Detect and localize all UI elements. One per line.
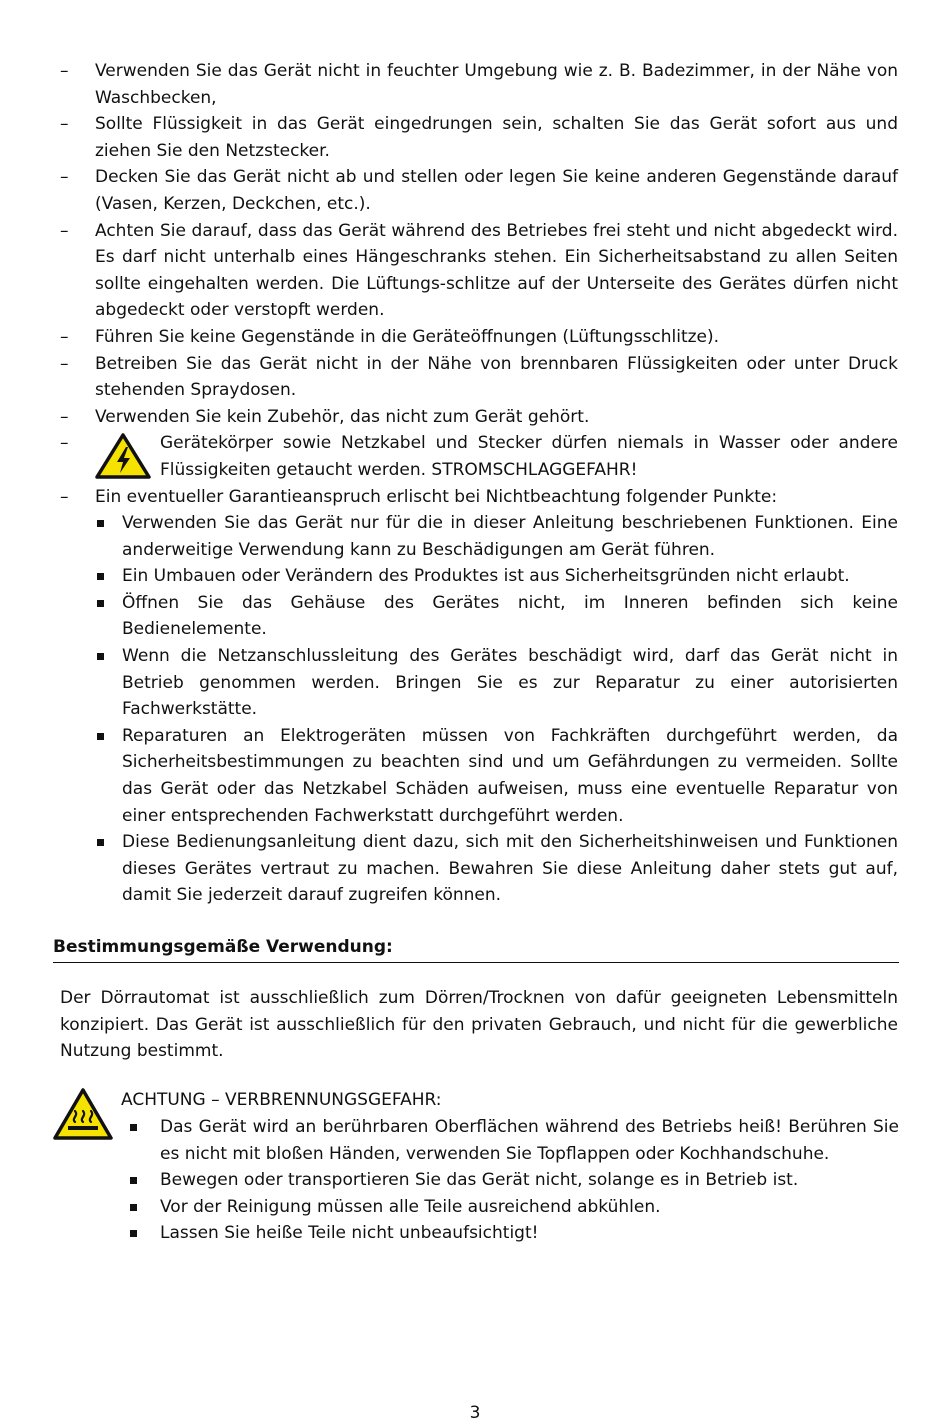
list-item — [121, 1194, 899, 1221]
list-item-text: Verwenden Sie das Gerät nicht in feuchter Umgebung wie z. B. Badezimmer, in der Nähe von Waschbecken, — [95, 61, 898, 108]
list-item-text: Betreiben Sie das Gerät nicht in der Nähe von brennbaren Flüssigkeiten oder unter Druck stehenden Spraydosen. — [95, 353, 898, 401]
burn-warning-list — [121, 1114, 899, 1247]
list-item — [95, 510, 898, 563]
electric-warning-item — [60, 430, 898, 483]
dash-bullet: – — [60, 353, 69, 374]
list-item-text: Lassen Sie heiße Teile nicht unbeaufsichtigt! — [160, 1223, 539, 1244]
dash-bullet: – — [60, 61, 69, 81]
dash-bullet: – — [60, 167, 69, 188]
warranty-item — [60, 484, 898, 910]
list-item — [60, 351, 898, 404]
list-item-text: Sollte Flüssigkeit in das Gerät eingedrungen sein, schalten Sie das Gerät sofort aus und ziehen Sie den Netzstecker. — [95, 114, 898, 161]
square-bullet — [97, 653, 104, 660]
list-item-text: Wenn die Netzanschlussleitung des Gerätes beschädigt wird, darf das Gerät nicht in Betrieb genommen werden. Bringen Sie es zur Reparatur zu einer autorisierten Fachwerkstätte. — [122, 646, 898, 720]
dash-bullet: – — [60, 486, 69, 507]
list-item — [121, 1220, 899, 1247]
list-item-text: Verwenden Sie kein Zubehör, das nicht zum Gerät gehört. — [95, 406, 590, 427]
warranty-conditions-list — [95, 510, 898, 909]
list-item — [95, 563, 898, 590]
electric-shock-warning-icon — [95, 433, 151, 479]
square-bullet — [97, 520, 104, 527]
list-item — [60, 218, 898, 324]
list-item-text: Bewegen oder transportieren Sie das Gerät nicht, solange es in Betrieb ist. — [160, 1170, 799, 1191]
burn-warning-title: ACHTUNG – VERBRENNUNGSGEFAHR: — [121, 1090, 442, 1110]
list-item — [60, 58, 898, 111]
square-bullet — [97, 573, 104, 580]
list-item — [60, 404, 898, 431]
safety-instructions-list — [60, 58, 898, 909]
list-item-text: Vor der Reinigung müssen alle Teile ausreichend abkühlen. — [160, 1196, 661, 1217]
list-item — [95, 829, 898, 909]
list-item — [60, 164, 898, 217]
list-item — [60, 111, 898, 164]
list-item-text: Reparaturen an Elektrogeräten müssen von Fachkräften durchgeführt werden, da Sicherheitsbestimmungen zu beachten sind und um Gefährdungen zu vermeiden. Sollte das Gerät oder das Netzkabel Schäden aufweisen, muss eine eventuelle Reparatur von einer entsprechenden Fachwerkstatt durchgeführt werden. — [122, 725, 898, 826]
square-bullet — [97, 839, 104, 846]
square-bullet — [97, 600, 104, 607]
electric-warning-text: Gerätekörper sowie Netzkabel und Stecker dürfen niemals in Wasser oder andere Flüssigkeiten getaucht werden. STROMSCHLAGGEFAHR! — [160, 433, 898, 480]
list-item — [121, 1167, 899, 1194]
square-bullet — [130, 1177, 137, 1184]
square-bullet — [130, 1204, 137, 1211]
dash-bullet: – — [60, 326, 69, 347]
square-bullet — [130, 1124, 137, 1131]
list-item — [95, 643, 898, 723]
dash-bullet: – — [60, 433, 69, 454]
hot-surface-warning-icon — [53, 1088, 113, 1140]
usage-paragraph: Der Dörrautomat ist ausschließlich zum Dörren/Trocknen von dafür geeigneten Lebensmitteln konzipiert. Das Gerät ist ausschließlich für den privaten Gebrauch, und nicht für die gewerbliche Nutzung bestimmt. — [60, 988, 898, 1062]
list-item-text: Achten Sie darauf, dass das Gerät während des Betriebes frei steht und nicht abgedeckt wird. Es darf nicht unterhalb eines Hängeschranks stehen. Ein Sicherheitsabstand zu allen Seiten sollte eingehalten werden. Die Lüftungs-schlitze auf der Unterseite des Gerätes dürfen nicht abgedeckt oder verstopft werden. — [95, 220, 898, 321]
list-item — [95, 723, 898, 829]
list-item — [121, 1114, 899, 1167]
list-item-text: Decken Sie das Gerät nicht ab und stellen oder legen Sie keine anderen Gegenstände darauf (Vasen, Kerzen, Deckchen, etc.). — [95, 167, 898, 214]
list-item — [60, 324, 898, 351]
page-number: 3 — [469, 1403, 481, 1423]
square-bullet — [97, 733, 104, 740]
list-item-text: Verwenden Sie das Gerät nur für die in dieser Anleitung beschriebenen Funktionen. Eine anderweitige Verwendung kann zu Beschädigungen am Gerät führen. — [122, 513, 898, 560]
list-item — [95, 590, 898, 643]
list-item-text: Führen Sie keine Gegenstände in die Geräteöffnungen (Lüftungsschlitze). — [95, 326, 720, 347]
warranty-intro: Ein eventueller Garantieanspruch erlischt bei Nichtbeachtung folgender Punkte: — [95, 486, 778, 507]
list-item-text: Öffnen Sie das Gehäuse des Gerätes nicht, im Inneren befinden sich keine Bedienelemente. — [122, 592, 898, 640]
list-item-text: Das Gerät wird an berührbaren Oberflächen während des Betriebs heiß! Berühren Sie es nicht mit bloßen Händen, verwenden Sie Topflappen oder Kochhandschuhe. — [160, 1117, 899, 1164]
square-bullet — [130, 1230, 137, 1237]
dash-bullet: – — [60, 114, 69, 135]
dash-bullet: – — [60, 406, 69, 427]
list-item-text: Ein Umbauen oder Verändern des Produktes ist aus Sicherheitsgründen nicht erlaubt. — [122, 566, 850, 587]
dash-bullet: – — [60, 220, 69, 241]
section-heading: Bestimmungsgemäße Verwendung: — [53, 933, 899, 963]
list-item-text: Diese Bedienungsanleitung dient dazu, sich mit den Sicherheitshinweisen und Funktionen dieses Gerätes vertraut zu machen. Bewahren Sie diese Anleitung daher stets gut auf, damit Sie jederzeit darauf zugreifen können. — [122, 832, 898, 906]
